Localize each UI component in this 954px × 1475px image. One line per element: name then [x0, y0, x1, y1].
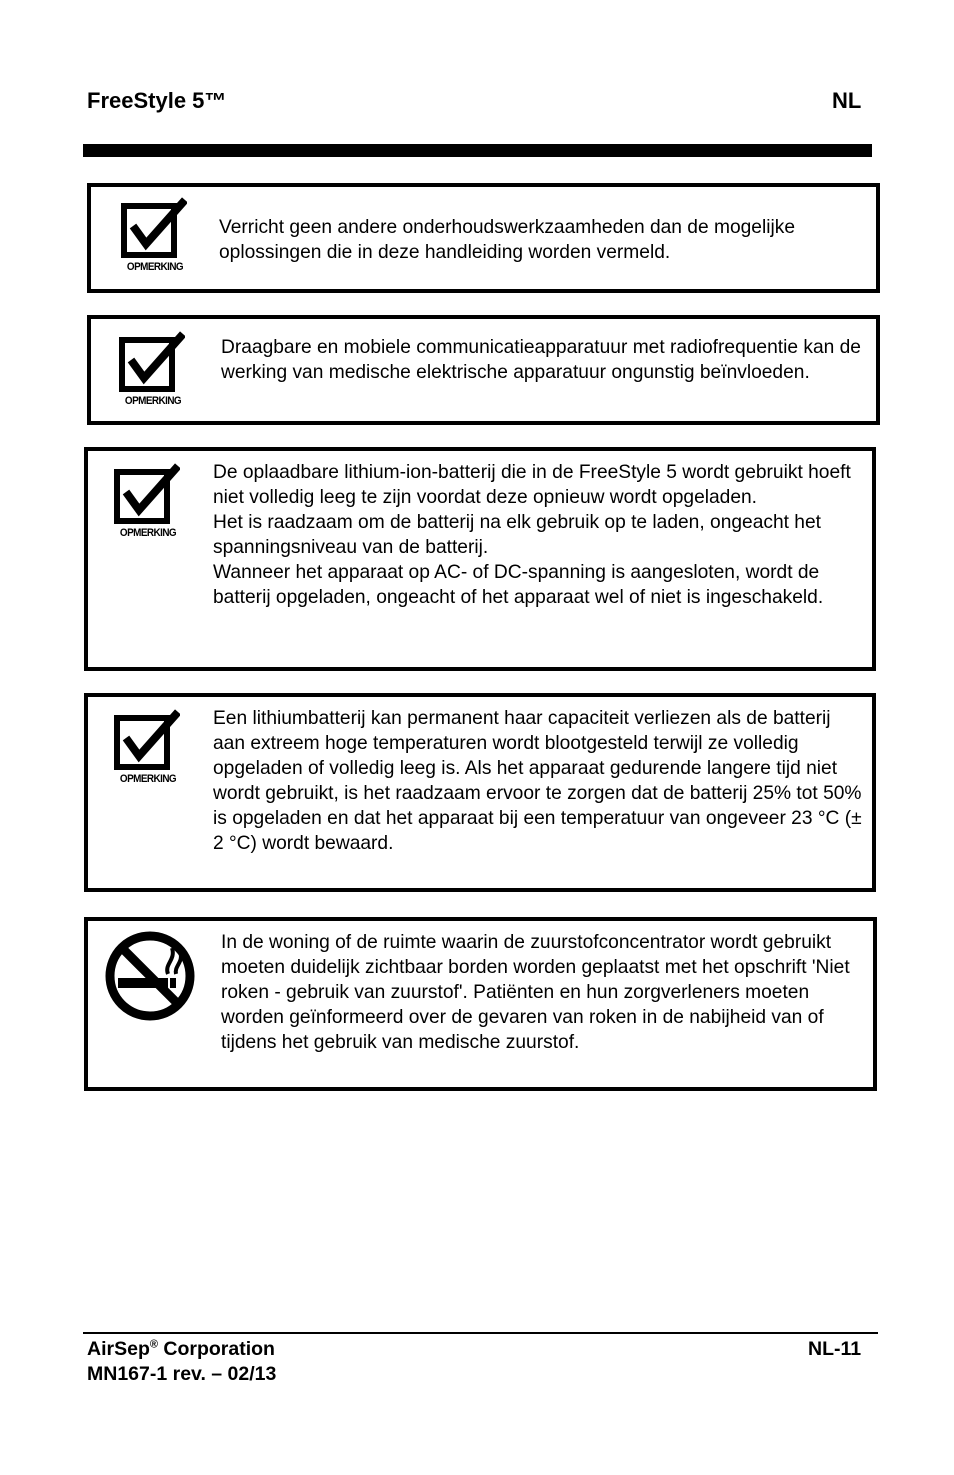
note-box	[84, 447, 876, 671]
registered-mark: ®	[149, 1338, 158, 1351]
footer-divider	[83, 1332, 878, 1334]
note-label: OPMERKING	[126, 261, 184, 273]
note-text: Verricht geen andere onderhoudswerkzaamheden dan de mogelijke oplossingen die in deze handleiding worden vermeld.	[219, 217, 796, 263]
checkbox-note-icon	[108, 709, 188, 791]
note-text: De oplaadbare lithium-ion-batterij die in de FreeStyle 5 wordt gebruikt hoeft niet volledig leeg te zijn voordat deze opnieuw wordt opgeladen.	[213, 462, 851, 508]
company-label: AirSep	[87, 1338, 150, 1360]
company-suffix: Corporation	[157, 1338, 275, 1360]
note-label: OPMERKING	[119, 527, 177, 539]
note-label: OPMERKING	[119, 773, 177, 785]
language-code: NL	[832, 88, 862, 113]
warning-box	[84, 917, 877, 1091]
warning-text: In de woning of de ruimte waarin de zuurstofconcentrator wordt gebruikt moeten duidelijk zichtbaar borden worden geplaatst met het opschrift 'Niet roken - gebruik van zuurstof'. Patiënten en hun zorgverleners moeten worden geïnformeerd over de gevaren van roken in de nabijheid van of tijdens het gebruik van medische zuurstof.	[221, 932, 850, 1053]
document-revision: MN167-1 rev. – 02/13	[87, 1363, 277, 1385]
checkbox-note-icon	[113, 331, 193, 413]
note-box	[87, 315, 880, 425]
checkbox-note-icon	[108, 463, 188, 545]
checkbox-note-icon	[115, 197, 195, 279]
page-number: NL-11	[808, 1338, 862, 1360]
note-text: Een lithiumbatterij kan permanent haar capaciteit verliezen als de batterij aan extreem hoge temperaturen wordt blootgesteld terwijl ze volledig opgeladen of volledig leeg is. Als het apparaat gedurende langere tijd niet wordt gebruikt, is het raadzaam ervoor te zorgen dat de batterij 25% tot 50% is opgeladen en dat het apparaat bij een temperatuur van ongeveer 23 °C (± 2 °C) wordt bewaard.	[213, 708, 862, 854]
note-text: Wanneer het apparaat op AC- of DC-spanning is aangesloten, wordt de batterij opgeladen, ongeacht of het apparaat wel of niet is ingeschakeld.	[213, 562, 824, 608]
company-name	[87, 1338, 275, 1361]
note-label: OPMERKING	[124, 395, 182, 407]
header-divider	[83, 144, 872, 157]
note-text: Het is raadzaam om de batterij na elk gebruik op te laden, ongeacht het spanningsniveau van de batterij.	[213, 512, 821, 558]
note-text: Draagbare en mobiele communicatieapparatuur met radiofrequentie kan de werking van medische elektrische apparatuur ongunstig beïnvloeden.	[221, 337, 861, 383]
note-box	[84, 693, 876, 892]
no-smoking-icon	[104, 930, 196, 1022]
document-title: FreeStyle 5™	[87, 88, 227, 113]
note-box	[87, 183, 880, 293]
